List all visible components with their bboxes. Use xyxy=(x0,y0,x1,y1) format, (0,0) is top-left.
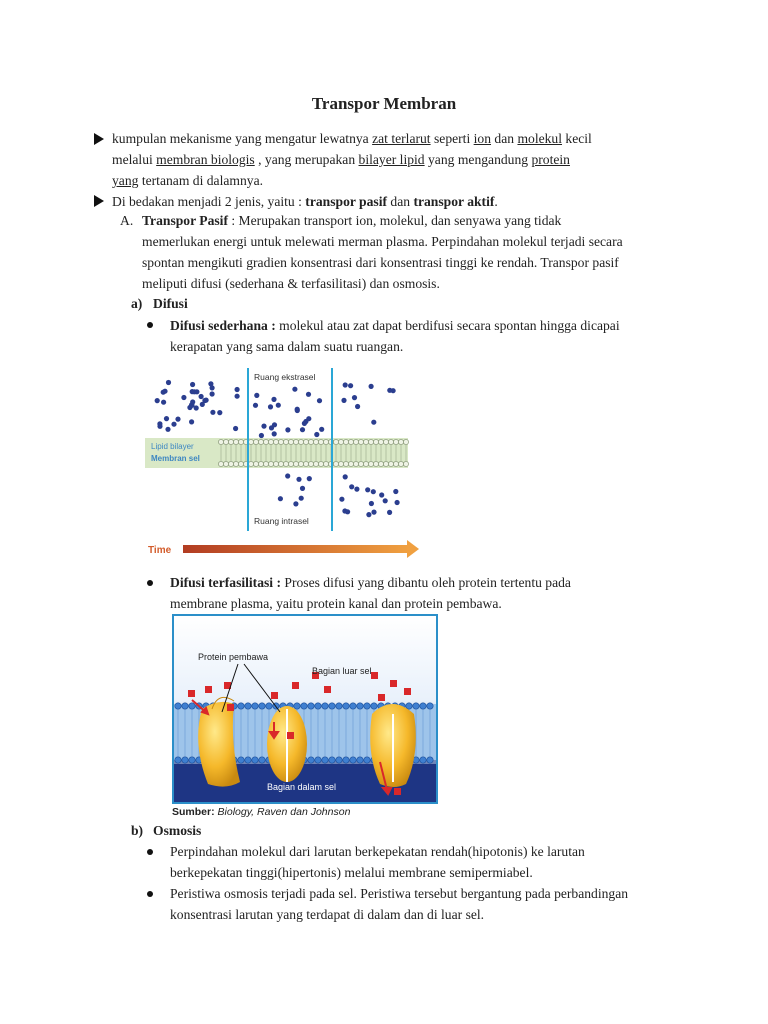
label-extracellular: Ruang ekstrasel xyxy=(254,372,316,382)
lipid-head xyxy=(403,439,408,444)
lipid-head xyxy=(348,439,353,444)
lipid-head xyxy=(308,461,313,466)
lipid-head xyxy=(308,439,313,444)
molecule-dot xyxy=(276,403,281,408)
phospholipid-head xyxy=(175,757,181,763)
time-arrow-bar xyxy=(183,545,408,553)
lipid-head xyxy=(388,439,393,444)
phospholipid-head xyxy=(336,703,342,709)
lipid-head xyxy=(383,439,388,444)
lipid-head xyxy=(338,439,343,444)
term-difusi-sederhana: Difusi sederhana : xyxy=(170,318,276,333)
label-lipid-bilayer: Lipid bilayer xyxy=(151,442,194,451)
lipid-head xyxy=(268,461,273,466)
lipid-head xyxy=(323,461,328,466)
lipid-head xyxy=(398,461,403,466)
molecule-dot xyxy=(343,474,348,479)
molecule-dot xyxy=(387,510,392,515)
molecule-dot xyxy=(307,476,312,481)
phospholipid-head xyxy=(336,757,342,763)
molecule-dot xyxy=(395,500,400,505)
molecule-dot xyxy=(387,388,392,393)
lipid-head xyxy=(393,461,398,466)
lipid-head xyxy=(373,461,378,466)
lipid-head xyxy=(293,439,298,444)
lipid-head xyxy=(378,439,383,444)
lipid-head xyxy=(373,439,378,444)
lipid-head xyxy=(263,439,268,444)
molecule-dot xyxy=(303,419,308,424)
molecule-dot xyxy=(175,417,180,422)
lipid-head xyxy=(248,461,253,466)
difusi-terfasilitasi-line1 xyxy=(170,572,571,593)
osmosis-item2-line2: konsentrasi larutan yang terdapat di dalam dan di luar sel. xyxy=(170,907,485,922)
molecule-dot xyxy=(300,427,305,432)
molecule-dot xyxy=(341,398,346,403)
lipid-head xyxy=(298,439,303,444)
molecule-dot xyxy=(190,382,195,387)
phospholipid-head xyxy=(343,703,349,709)
term-ion: ion xyxy=(473,131,492,146)
molecule-dot xyxy=(343,382,348,387)
molecule-dot xyxy=(269,425,274,430)
molecule-dot xyxy=(204,398,209,403)
lipid-head xyxy=(288,461,293,466)
lipid-head xyxy=(283,439,288,444)
phospholipid-head xyxy=(308,703,314,709)
phospholipid-head xyxy=(357,703,363,709)
lipid-head xyxy=(353,439,358,444)
difusi-marker: a) xyxy=(131,296,143,311)
difusi-terfasilitasi-line2: membrane plasma, yaitu protein kanal dan protein pembawa. xyxy=(170,596,502,611)
arrow-bullet-icon xyxy=(94,195,104,207)
molecule-dot xyxy=(352,395,357,400)
molecule-dot xyxy=(155,398,160,403)
lipid-head xyxy=(318,461,323,466)
lipid-head xyxy=(273,439,278,444)
text-run: kecil xyxy=(562,131,592,146)
molecule-dot xyxy=(369,384,374,389)
lipid-head xyxy=(218,461,223,466)
lipid-head xyxy=(238,461,243,466)
phospholipid-head xyxy=(175,703,181,709)
molecule-dot xyxy=(319,427,324,432)
text-run: : Merupakan transport ion, molekul, dan senyawa yang tidak xyxy=(227,213,562,228)
osmosis-item1-line2: berkepekatan tinggi(hipertonis) melalui membrane semipermiabel. xyxy=(170,865,533,880)
molecule-dot xyxy=(268,404,273,409)
phospholipid-head xyxy=(406,703,412,709)
molecule-dot xyxy=(235,387,240,392)
phospholipid-head xyxy=(350,703,356,709)
lipid-head xyxy=(298,461,303,466)
text-run: seperti xyxy=(430,131,474,146)
molecule-dot xyxy=(166,380,171,385)
molecule-dot xyxy=(271,397,276,402)
bullet1-line3 xyxy=(112,170,263,191)
bullet2-line xyxy=(112,191,498,212)
term-zat-terlarut: zat terlarut xyxy=(372,131,431,146)
molecule-dot xyxy=(296,477,301,482)
molecule-dot xyxy=(345,509,350,514)
lipid-head xyxy=(223,439,228,444)
phospholipid-head xyxy=(252,757,258,763)
molecule-dot xyxy=(157,424,162,429)
term-yang: yang xyxy=(112,173,139,188)
section-a-marker: A. xyxy=(120,213,134,228)
lipid-head xyxy=(333,461,338,466)
phospholipid-head xyxy=(427,703,433,709)
phospholipid-head xyxy=(245,703,251,709)
molecule-dot xyxy=(210,385,215,390)
osmosis-marker: b) xyxy=(131,823,144,838)
section-a-line3: spontan mengikuti gradien konsentrasi dari konsentrasi tinggi ke rendah. Transpor pasif xyxy=(142,255,619,270)
text-run: Proses difusi yang dibantu oleh protein tertentu pada xyxy=(281,575,571,590)
molecule-dot xyxy=(355,404,360,409)
lipid-head xyxy=(273,461,278,466)
section-a-line4: meliputi difusi (sederhana & terfasilitasi) dan osmosis. xyxy=(142,276,440,291)
phospholipid-head xyxy=(182,757,188,763)
lipid-head xyxy=(393,439,398,444)
molecule-dot xyxy=(354,487,359,492)
lipid-head xyxy=(398,439,403,444)
molecule-dot xyxy=(366,512,371,517)
molecule-dot xyxy=(299,496,304,501)
label-intracellular: Ruang intrasel xyxy=(254,516,309,526)
phospholipid-head xyxy=(308,757,314,763)
label-time: Time xyxy=(148,545,172,556)
osmosis-item1-line1: Perpindahan molekul dari larutan berkepekatan rendah(hipotonis) ke larutan xyxy=(170,844,585,859)
phospholipid-head xyxy=(420,757,426,763)
text-run: kumpulan mekanisme yang mengatur lewatnya xyxy=(112,131,373,146)
phospholipid-head xyxy=(427,757,433,763)
osmosis-item2-line1: Peristiwa osmosis terjadi pada sel. Peristiwa tersebut bergantung pada perbandingan xyxy=(170,886,629,901)
bullet-dot-icon xyxy=(147,849,153,855)
text-run: dan xyxy=(491,131,518,146)
molecule-dot xyxy=(379,492,384,497)
term-molekul: molekul xyxy=(517,131,563,146)
lipid-head xyxy=(278,461,283,466)
molecule-dot xyxy=(200,402,205,407)
phospholipid-head xyxy=(266,703,272,709)
lipid-head xyxy=(303,439,308,444)
phospholipid-head xyxy=(315,703,321,709)
text-run: molekul atau zat dapat berdifusi secara spontan hingga dicapai xyxy=(275,318,620,333)
molecule-dot xyxy=(293,501,298,506)
molecule-dot xyxy=(393,489,398,494)
molecule-dot xyxy=(292,387,297,392)
molecule-dot xyxy=(253,403,258,408)
molecule-dot xyxy=(162,389,167,394)
phospholipid-head xyxy=(301,703,307,709)
phospholipid-head xyxy=(189,703,195,709)
lipid-head xyxy=(253,439,258,444)
phospholipid-head xyxy=(420,703,426,709)
molecule-dot xyxy=(339,497,344,502)
molecule-dot xyxy=(317,398,322,403)
molecule-dot xyxy=(254,393,259,398)
arrow-bullet-icon xyxy=(94,133,104,145)
molecule-dot xyxy=(210,391,215,396)
phospholipid-head xyxy=(245,757,251,763)
label-carrier-protein: Protein pembawa xyxy=(198,652,269,662)
lipid-head xyxy=(368,461,373,466)
section-a-line2: memerlukan energi untuk melewati merman plasma. Perpindahan molekul terjadi secara xyxy=(142,234,623,249)
lipid-head xyxy=(293,461,298,466)
difusi-sederhana-line1 xyxy=(170,315,620,336)
phospholipid-head xyxy=(189,757,195,763)
molecule-dot xyxy=(171,422,176,427)
text-run: dan xyxy=(387,194,414,209)
bullet-dot-icon xyxy=(147,580,153,586)
molecule-dot xyxy=(278,496,283,501)
bullet-dot-icon xyxy=(147,322,153,328)
term-difusi-terfasilitasi: Difusi terfasilitasi : xyxy=(170,575,282,590)
source-text: Biology, Raven dan Johnson xyxy=(217,806,351,818)
lipid-head xyxy=(303,461,308,466)
molecule-dot xyxy=(181,395,186,400)
molecule-dot xyxy=(233,426,238,431)
phospholipid-head xyxy=(259,757,265,763)
molecule-dot xyxy=(189,419,194,424)
molecule-dot xyxy=(199,394,204,399)
lipid-head xyxy=(363,439,368,444)
phospholipid-head xyxy=(364,757,370,763)
lipid-head xyxy=(258,461,263,466)
lipid-head xyxy=(353,461,358,466)
lipid-head xyxy=(318,439,323,444)
lipid-head xyxy=(388,461,393,466)
lipid-head xyxy=(238,439,243,444)
term-membran-biologis: membran biologis xyxy=(156,152,255,167)
lipid-head xyxy=(343,439,348,444)
difusi-sederhana-line2: kerapatan yang sama dalam suatu ruangan. xyxy=(170,339,404,354)
term-transpor-pasif: transpor pasif xyxy=(305,194,387,209)
lipid-head xyxy=(218,439,223,444)
molecule-dot xyxy=(371,420,376,425)
carrier-protein-middle xyxy=(267,706,307,782)
phospholipid-head xyxy=(315,757,321,763)
lipid-head xyxy=(333,439,338,444)
figure-source-caption xyxy=(172,806,350,818)
phospholipid-head xyxy=(182,703,188,709)
lipid-head xyxy=(228,461,233,466)
section-a-heading: Transpor Pasif xyxy=(142,213,228,228)
difusi-heading: Difusi xyxy=(153,296,188,311)
lipid-head xyxy=(363,461,368,466)
phospholipid-head xyxy=(238,757,244,763)
lipid-head xyxy=(343,461,348,466)
molecule-dot xyxy=(285,473,290,478)
molecule-dot xyxy=(272,431,277,436)
molecule-dot xyxy=(349,484,354,489)
carrier-protein-right xyxy=(370,704,416,787)
molecule-dot xyxy=(365,487,370,492)
molecule-dot xyxy=(192,389,197,394)
bullet1-line1 xyxy=(112,128,592,149)
lipid-head xyxy=(268,439,273,444)
molecule-dot xyxy=(161,400,166,405)
phospholipid-head xyxy=(329,757,335,763)
facilitated-diffusion-figure xyxy=(172,614,438,804)
phospholipid-head xyxy=(413,703,419,709)
molecule-dot xyxy=(371,489,376,494)
phospholipid-head xyxy=(343,757,349,763)
text-run: Di bedakan menjadi 2 jenis, yaitu : xyxy=(112,194,306,209)
lipid-head xyxy=(278,439,283,444)
label-inside-cell: Bagian dalam sel xyxy=(267,782,337,792)
lipid-head xyxy=(228,439,233,444)
phospholipid-head xyxy=(329,703,335,709)
molecule-dot xyxy=(348,383,353,388)
lipid-head xyxy=(323,439,328,444)
molecule-dot xyxy=(165,427,170,432)
lipid-head xyxy=(248,439,253,444)
lipid-head xyxy=(283,461,288,466)
phospholipid-head xyxy=(238,703,244,709)
molecule-dot xyxy=(210,410,215,415)
phospholipid-head xyxy=(259,703,265,709)
text-run: , yang merupakan xyxy=(254,152,359,167)
phospholipid-head xyxy=(252,703,258,709)
lipid-head xyxy=(288,439,293,444)
phospholipid-head xyxy=(322,703,328,709)
lipid-head xyxy=(313,461,318,466)
phospholipid-head xyxy=(322,757,328,763)
text-run: . xyxy=(494,194,498,209)
phospholipid-head xyxy=(371,703,377,709)
lipid-head xyxy=(233,439,238,444)
molecule-dot xyxy=(383,498,388,503)
lipid-head xyxy=(403,461,408,466)
lipid-head xyxy=(258,439,263,444)
molecule-dot xyxy=(369,501,374,506)
lipid-head xyxy=(338,461,343,466)
lipid-head xyxy=(223,461,228,466)
lipid-head xyxy=(313,439,318,444)
term-bilayer-lipid: bilayer lipid xyxy=(358,152,425,167)
lipid-head xyxy=(378,461,383,466)
lipid-head xyxy=(358,439,363,444)
lipid-head xyxy=(253,461,258,466)
lipid-head xyxy=(368,439,373,444)
text-run: tertanam di dalamnya. xyxy=(138,173,263,188)
molecule-dot xyxy=(190,399,195,404)
lipid-head xyxy=(348,461,353,466)
phospholipid-head xyxy=(357,757,363,763)
label-outside-cell: Bagian luar sel xyxy=(312,666,372,676)
simple-diffusion-figure xyxy=(145,368,420,563)
phospholipid-head xyxy=(364,703,370,709)
source-label: Sumber: xyxy=(172,806,215,818)
label-membran-sel: Membran sel xyxy=(151,454,200,463)
molecule-dot xyxy=(217,410,222,415)
molecule-dot xyxy=(371,510,376,515)
lipid-head xyxy=(263,461,268,466)
bullet1-line2 xyxy=(112,149,570,170)
phospholipid-head xyxy=(350,757,356,763)
text-run: melalui xyxy=(112,152,157,167)
phospholipid-head xyxy=(294,703,300,709)
section-a-line1 xyxy=(142,210,561,231)
molecule-dot xyxy=(261,424,266,429)
osmosis-heading: Osmosis xyxy=(153,823,202,838)
molecule-dot xyxy=(295,408,300,413)
lipid-head xyxy=(358,461,363,466)
molecule-dot xyxy=(306,392,311,397)
molecule-dot xyxy=(300,486,305,491)
molecule-dot xyxy=(235,394,240,399)
lipid-head xyxy=(383,461,388,466)
molecule-dot xyxy=(314,432,319,437)
term-protein: protein xyxy=(531,152,570,167)
text-run: yang mengandung xyxy=(424,152,532,167)
bullet-dot-icon xyxy=(147,891,153,897)
page-title: Transpor Membran xyxy=(311,94,457,113)
molecule-dot xyxy=(259,433,264,438)
term-transpor-aktif: transpor aktif xyxy=(413,194,495,209)
molecule-dot xyxy=(285,427,290,432)
molecule-dot xyxy=(164,416,169,421)
lipid-head xyxy=(233,461,238,466)
